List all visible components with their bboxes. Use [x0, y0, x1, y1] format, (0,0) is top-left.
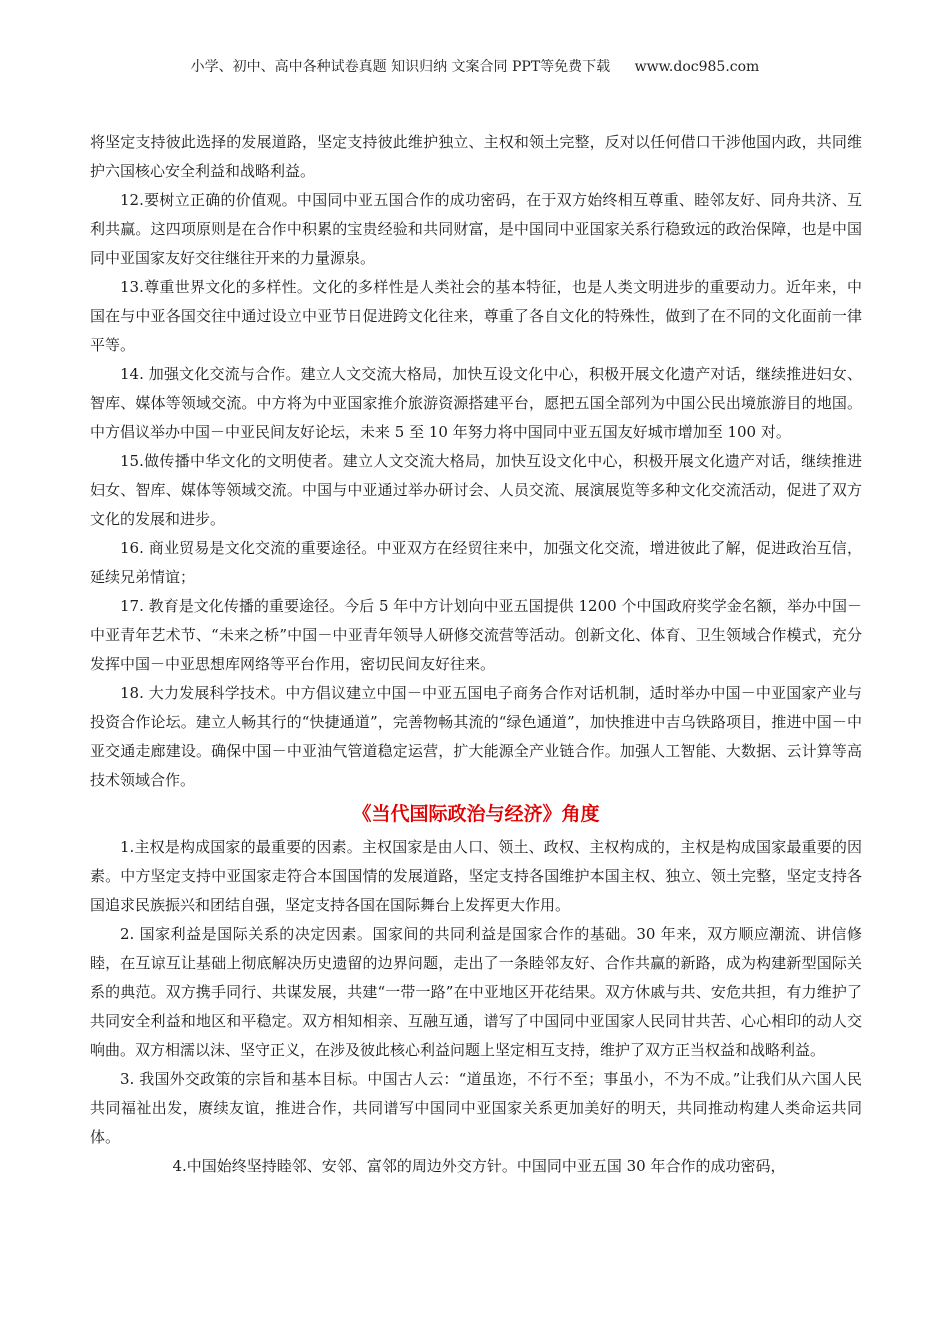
paragraph: 1.主权是构成国家的最重要的因素。主权国家是由人口、领土、政权、主权构成的，主权是构成国家最重要的因素。中方坚定支持中亚国家走符合本国国情的发展道路，坚定支持各国维护本国主权、独立、领土完整，坚定支持各国追求民族振兴和团结自强，坚定支持各国在国际舞台上发挥更大作用。: [90, 838, 862, 914]
paragraph: 12.要树立正确的价值观。中国同中亚五国合作的成功密码，在于双方始终相互尊重、睦邻友好、同舟共济、互利共赢。这四项原则是在合作中积累的宝贵经验和共同财富，是中国同中亚国家关系行稳致远的政治保障，也是中国同中亚国家友好交往继往开来的力量源泉。: [90, 191, 862, 267]
paragraph: 17. 教育是文化传播的重要途径。今后 5 年中方计划向中亚五国提供 1200 个中国政府奖学金名额，举办中国－中亚青年艺术节、“未来之桥”中国－中亚青年领导人研修交流营等活动。创新文化、体育、卫生领域合作模式，充分发挥中国－中亚思想库网络等平台作用，密切民间友好往来。: [90, 597, 862, 673]
header-text: 小学、初中、高中各种试卷真题 知识归纳 文案合同 PPT等免费下载: [190, 59, 611, 75]
paragraph: 4.中国始终坚持睦邻、安邻、富邻的周边外交方针。中国同中亚五国 30 年合作的成功密码，: [172, 1157, 786, 1175]
page-header: [0, 56, 950, 76]
paragraph: 16. 商业贸易是文化交流的重要途径。中亚双方在经贸往来中，加强文化交流，增进彼此了解，促进政治互信，延续兄弟情谊；: [90, 539, 862, 586]
paragraph: 18. 大力发展科学技术。中方倡议建立中国－中亚五国电子商务合作对话机制，适时举办中国－中亚国家产业与投资合作论坛。建立人畅其行的“快捷通道”，完善物畅其流的“绿色通道”，加快推进中吉乌铁路项目，推进中国－中亚交通走廊建设。确保中国－中亚油气管道稳定运营，扩大能源全产业链合作。加强人工智能、大数据、云计算等高技术领域合作。: [90, 684, 862, 789]
paragraph: 15.做传播中华文化的文明使者。建立人文交流大格局，加快互设文化中心，积极开展文化遗产对话，继续推进妇女、智库、媒体等领域交流。中国与中亚通过举办研讨会、人员交流、展演展览等多种文化交流活动，促进了双方文化的发展和进步。: [90, 452, 862, 528]
paragraph: 14. 加强文化交流与合作。建立人文交流大格局，加快互设文化中心，积极开展文化遗产对话，继续推进妇女、智库、媒体等领域交流。中方将为中亚国家推介旅游资源搭建平台，愿把五国全部列为中国公民出境旅游目的地国。中方倡议举办中国－中亚民间友好论坛，未来 5 至 10 年努力将中国同中亚五国友好城市增加至 100 对。: [90, 365, 862, 441]
paragraph: 13.尊重世界文化的多样性。文化的多样性是人类社会的基本特征，也是人类文明进步的重要动力。近年来，中国在与中亚各国交往中通过设立中亚节日促进跨文化往来，尊重了各自文化的特殊性，做到了在不同的文化面前一律平等。: [90, 278, 862, 354]
document-body: [90, 128, 862, 1181]
paragraph: 3. 我国外交政策的宗旨和基本目标。中国古人云：“道虽迩，不行不至；事虽小，不为不成。”让我们从六国人民共同福祉出发，赓续友谊，推进合作，共同谱写中国同中亚国家关系更加美好的明天，共同推动构建人类命运共同体。: [90, 1070, 862, 1146]
header-url[interactable]: www.doc985.com: [634, 59, 760, 75]
section-heading: 《当代国际政治与经济》角度: [352, 803, 600, 825]
paragraph: 2. 国家利益是国际关系的决定因素。国家间的共同利益是国家合作的基础。30 年来，双方顺应潮流、讲信修睦，在互谅互让基础上彻底解决历史遗留的边界问题，走出了一条睦邻友好、合作共赢的新路，成为构建新型国际关系的典范。双方携手同行、共谋发展，共建“一带一路”在中亚地区开花结果。双方休戚与共、安危共担，有力维护了共同安全利益和地区和平稳定。双方相知相亲、互融互通，谱写了中国同中亚国家人民同甘共苦、心心相印的动人交响曲。双方相濡以沫、坚守正义，在涉及彼此核心利益问题上坚定相互支持，维护了双方正当权益和战略利益。: [90, 925, 862, 1059]
paragraph: 将坚定支持彼此选择的发展道路，坚定支持彼此维护独立、主权和领土完整，反对以任何借口干涉他国内政，共同维护六国核心安全利益和战略利益。: [90, 133, 862, 180]
